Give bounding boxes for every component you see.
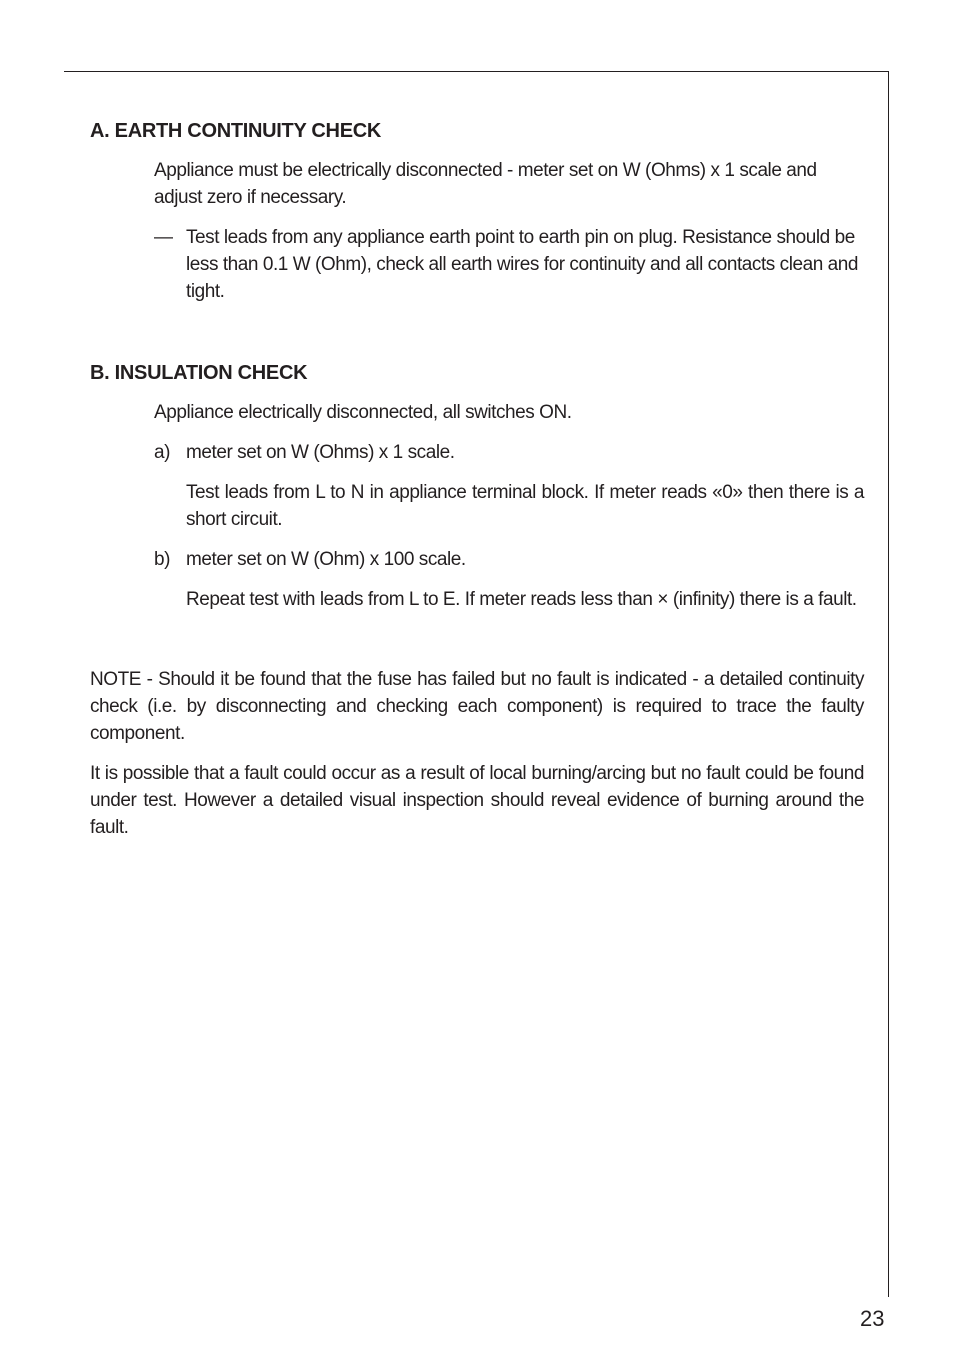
right-rule: [888, 71, 889, 1297]
bullet-marker: —: [154, 227, 173, 248]
page-number: 23: [860, 1306, 885, 1331]
note-paragraph-1: NOTE - Should it be found that the fuse has failed but no fault is indicated - a detailed continuity check (i.e. by disconnecting and checking each component) is required to trace the faulty component.: [90, 669, 864, 744]
top-rule: [64, 71, 889, 72]
section-a-heading: A. EARTH CONTINUITY CHECK: [90, 120, 382, 142]
section-a-bullet-text: Test leads from any appliance earth point to earth pin on plug. Resistance should be less than 0.1 W (Ohm), check all earth wires for continuity and all contacts clean and tight.: [186, 227, 859, 302]
note-paragraph-2: It is possible that a fault could occur as a result of local burning/arcing but no fault could be found under test. However a detailed visual inspection should reveal evidence of burning around the fault.: [90, 763, 864, 838]
section-b-intro: Appliance electrically disconnected, all switches ON.: [154, 402, 572, 423]
section-b-heading: B. INSULATION CHECK: [90, 362, 308, 384]
page-content: [90, 116, 864, 854]
section-b-item-a: [154, 439, 864, 466]
item-a-detail: Test leads from L to N in appliance terminal block. If meter reads «0» then there is a short circuit.: [186, 482, 864, 530]
section-spacer: [90, 318, 864, 358]
item-b-text: meter set on W (Ohm) x 100 scale.: [186, 549, 466, 570]
section-b-item-b: [154, 546, 864, 573]
notes-spacer: [90, 626, 864, 666]
section-a-bullet: [154, 224, 864, 305]
item-a-text: meter set on W (Ohms) x 1 scale.: [186, 442, 455, 463]
item-b-marker: b): [154, 549, 170, 570]
item-b-detail: Repeat test with leads from L to E. If meter reads less than × (infinity) there is a fault.: [186, 589, 857, 610]
section-a-intro: Appliance must be electrically disconnected - meter set on W (Ohms) x 1 scale and adjust zero if necessary.: [154, 160, 817, 208]
item-a-marker: a): [154, 442, 170, 463]
